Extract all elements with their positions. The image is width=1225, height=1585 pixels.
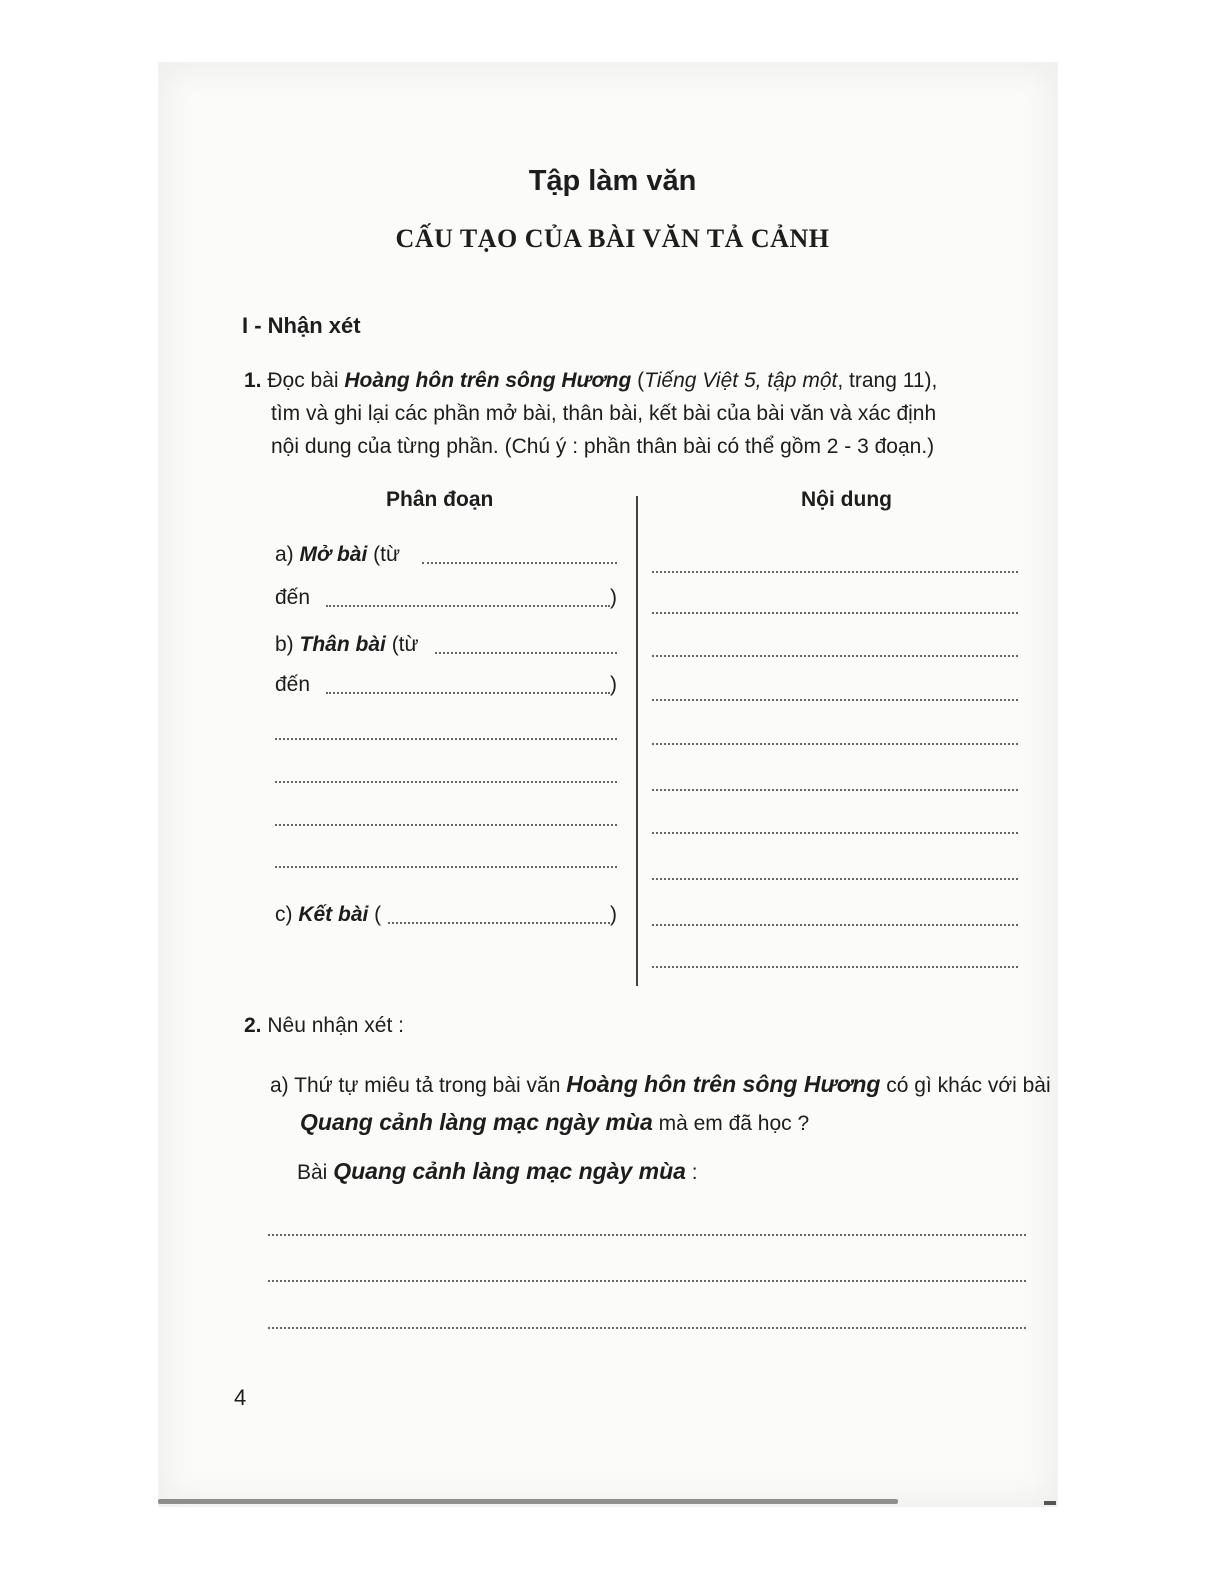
row-b-label: Thân bài — [299, 633, 386, 656]
question-2-text: Nêu nhận xét : — [261, 1014, 404, 1037]
question-1-line3: nội dung của từng phần. (Chú ý : phần thân bài có thể gồm 2 - 3 đoạn.) — [271, 435, 935, 458]
answer-line[interactable] — [652, 832, 1018, 834]
row-c — [275, 903, 381, 927]
answer-line[interactable] — [326, 692, 610, 694]
work-title: Hoàng hôn trên sông Hương — [566, 1071, 881, 1097]
work-title: Quang cảnh làng mạc ngày mùa — [333, 1158, 686, 1184]
close-paren: ) — [610, 673, 617, 696]
edge-mark — [1044, 1501, 1056, 1505]
answer-line[interactable] — [652, 655, 1018, 657]
row-a-prefix: a) — [275, 543, 300, 566]
answer-line[interactable] — [652, 612, 1018, 614]
row-a-label: Mở bài — [299, 543, 368, 566]
answer-line[interactable] — [388, 922, 610, 924]
row-to-word: đến — [275, 586, 311, 609]
answer-line[interactable] — [652, 743, 1018, 745]
row-c-label: Kết bài — [298, 903, 369, 926]
answer-line[interactable] — [652, 571, 1018, 573]
section-heading: I - Nhận xét — [242, 313, 361, 338]
answer-line[interactable] — [422, 562, 617, 564]
close-paren: ) — [610, 903, 617, 926]
row-a-from-word: (từ — [367, 543, 401, 566]
row-a-from — [275, 543, 400, 567]
question-2a — [270, 1066, 1070, 1142]
answer-prompt-text: Bài — [297, 1161, 334, 1184]
answer-line[interactable] — [652, 699, 1018, 701]
question-1-text: ( — [631, 369, 645, 392]
page-title: Tập làm văn — [528, 165, 697, 197]
answer-line[interactable] — [275, 738, 617, 740]
question-1 — [244, 364, 1044, 463]
answer-line[interactable] — [652, 878, 1018, 880]
row-c-open: ( — [368, 903, 382, 926]
answer-line[interactable] — [275, 824, 617, 826]
row-to-word: đến — [275, 673, 311, 696]
question-1-line2: tìm và ghi lại các phần mở bài, thân bài, kết bài của bài văn và xác định — [271, 402, 937, 425]
row-a-to — [275, 586, 310, 610]
work-title: Quang cảnh làng mạc ngày mùa — [300, 1109, 653, 1135]
question-2a-text: mà em đã học ? — [652, 1112, 810, 1135]
question-2 — [244, 1014, 404, 1038]
source-ref: Tiếng Việt 5, tập một — [644, 369, 838, 392]
question-1-text: , trang 11), — [837, 369, 938, 392]
row-b-from-word: (từ — [385, 633, 419, 656]
row-c-prefix: c) — [275, 903, 299, 926]
answer-prompt-text: : — [685, 1161, 698, 1184]
column-divider — [636, 496, 638, 986]
question-2a-text: a) Thứ tự miêu tả trong bài văn — [270, 1074, 567, 1097]
page-number: 4 — [234, 1385, 247, 1410]
answer-line[interactable] — [268, 1280, 1026, 1282]
page-sheet — [158, 62, 1058, 1507]
answer-line[interactable] — [652, 789, 1018, 791]
row-b-prefix: b) — [275, 633, 300, 656]
row-b-from — [275, 633, 419, 657]
answer-line[interactable] — [275, 781, 617, 783]
answer-prompt — [297, 1158, 698, 1185]
question-1-number: 1. — [244, 369, 262, 392]
answer-line[interactable] — [435, 652, 617, 654]
answer-line[interactable] — [268, 1327, 1026, 1329]
question-2-number: 2. — [244, 1014, 262, 1037]
column-header-left: Phân đoạn — [386, 488, 494, 511]
answer-line[interactable] — [652, 924, 1018, 926]
lesson-title: CẤU TẠO CỦA BÀI VĂN TẢ CẢNH — [395, 224, 830, 253]
question-1-text: Đọc bài — [261, 369, 345, 392]
work-title: Hoàng hôn trên sông Hương — [344, 369, 632, 392]
page-bottom-edge — [158, 1499, 898, 1504]
column-header-right: Nội dung — [801, 488, 892, 511]
answer-line[interactable] — [326, 605, 610, 607]
answer-line[interactable] — [652, 966, 1018, 968]
close-paren: ) — [610, 586, 617, 609]
answer-line[interactable] — [268, 1234, 1026, 1236]
row-b-to — [275, 673, 310, 697]
question-2a-text: có gì khác với bài — [880, 1074, 1051, 1097]
answer-line[interactable] — [275, 866, 617, 868]
